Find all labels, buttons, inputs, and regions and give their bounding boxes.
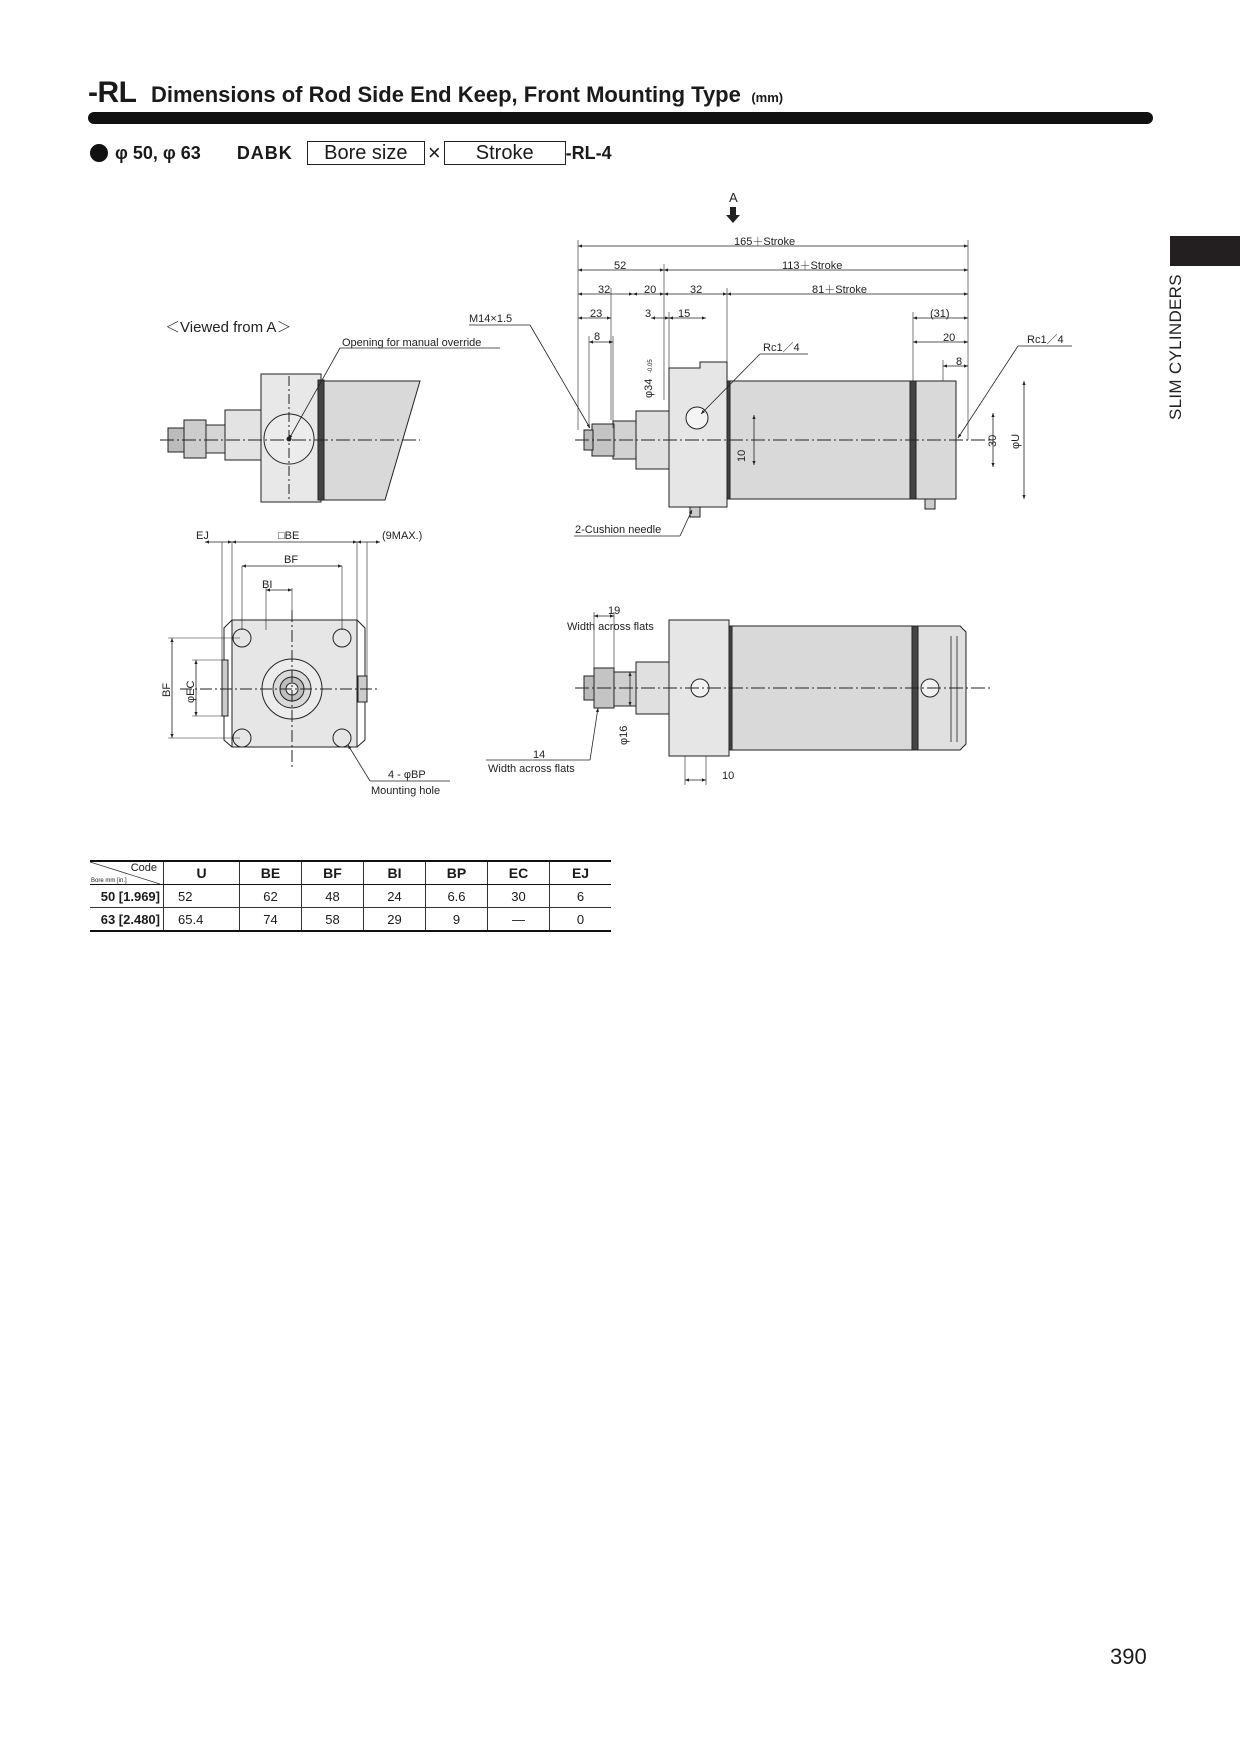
viewed-from-a-label: ＜Viewed from A＞ xyxy=(165,319,292,336)
dim-10-b: 10 xyxy=(722,770,735,782)
dim-52: 52 xyxy=(614,260,627,272)
col-header: EC xyxy=(488,861,550,885)
dim-3: 3 xyxy=(645,308,652,320)
table-cell: 62 xyxy=(240,885,302,908)
row-bore: 50 [1.969] xyxy=(90,885,164,908)
title-text: Dimensions of Rod Side End Keep, Front Mounting Type xyxy=(150,82,741,107)
opening-label: Opening for manual override xyxy=(342,337,482,349)
model-series: DABK xyxy=(236,142,293,163)
col-header: BI xyxy=(364,861,426,885)
arrow-down-icon xyxy=(726,207,740,223)
dim-bf-side: BF xyxy=(161,682,173,697)
top-view xyxy=(575,620,990,756)
table-cell: 58 xyxy=(302,908,364,932)
corner-bore-label: Bore mm [in.] xyxy=(91,878,127,884)
dim-20-a: 20 xyxy=(644,284,657,296)
dimension-table xyxy=(90,860,611,932)
dim-9max: (9MAX.) xyxy=(382,530,423,542)
times-sign: × xyxy=(427,140,441,165)
dim-10-a: 10 xyxy=(736,449,748,462)
corner-code-label: Code xyxy=(130,862,157,874)
side-tab-label: SLIM CYLINDERS xyxy=(1166,274,1185,420)
waf14-label: Width across flats xyxy=(488,763,575,775)
table-cell: 52 xyxy=(164,885,240,908)
table-cell: 29 xyxy=(364,908,426,932)
dim-14: 14 xyxy=(533,749,546,761)
table-cell: 74 xyxy=(240,908,302,932)
dim-15: 15 xyxy=(678,308,691,320)
cushion-needle-label: 2-Cushion needle xyxy=(575,524,662,536)
bore-sizes: φ 50, φ 63 xyxy=(115,142,201,163)
table-cell: 48 xyxy=(302,885,364,908)
title-code: -RL xyxy=(88,76,137,109)
dim-8-b: 8 xyxy=(956,356,963,368)
rc-port-label-2: Rc1／4 xyxy=(1027,334,1064,346)
dim-bi: BI xyxy=(262,579,273,591)
table-cell: 6.6 xyxy=(426,885,488,908)
mounting-hole-label: Mounting hole xyxy=(371,785,441,797)
dim-phi16: φ16 xyxy=(618,725,630,745)
model-suffix: -RL-4 xyxy=(565,142,612,163)
dim-phi34: φ34 xyxy=(643,378,655,398)
dim-8-a: 8 xyxy=(594,331,601,343)
col-header: U xyxy=(164,861,240,885)
table-row xyxy=(90,908,611,932)
table-corner xyxy=(90,861,164,885)
table-cell: — xyxy=(488,908,550,932)
front-view xyxy=(180,610,380,770)
table-cell: 30 xyxy=(488,885,550,908)
title-unit: (mm) xyxy=(751,90,784,105)
col-header: BF xyxy=(302,861,364,885)
dimension-drawing xyxy=(0,0,1240,840)
table-cell: 24 xyxy=(364,885,426,908)
dim-31: (31) xyxy=(930,308,950,320)
dim-113-stroke: 113＋Stroke xyxy=(782,260,843,272)
dim-165-stroke: 165＋Stroke xyxy=(734,236,796,248)
bore-size-box: Bore size xyxy=(307,141,425,165)
mounting-hole-dim: 4 - φBP xyxy=(388,769,426,781)
side-view xyxy=(575,362,990,517)
view-arrow-label: A xyxy=(729,190,738,205)
table-cell: 6 xyxy=(550,885,612,908)
dim-23: 23 xyxy=(590,308,603,320)
stroke-box: Stroke xyxy=(444,141,566,165)
dim-81-stroke: 81＋Stroke xyxy=(812,284,868,296)
dim-ej: EJ xyxy=(196,530,209,542)
dim-30: 30 xyxy=(987,434,999,447)
rc-port-label-1: Rc1／4 xyxy=(763,342,800,354)
dim-phi-ec: φEC xyxy=(185,680,197,703)
col-header: EJ xyxy=(550,861,612,885)
dim-bf-top: BF xyxy=(284,554,299,566)
dim-phi34-tolerance: -0.05 xyxy=(648,359,654,373)
dim-phi-u: φU xyxy=(1010,433,1022,449)
thread-label: M14×1.5 xyxy=(469,313,513,325)
dim-20-b: 20 xyxy=(943,332,956,344)
col-header: BE xyxy=(240,861,302,885)
col-header: BP xyxy=(426,861,488,885)
table-cell: 0 xyxy=(550,908,612,932)
dim-be: □BE xyxy=(278,530,300,542)
table-cell: 65.4 xyxy=(164,908,240,932)
dim-19: 19 xyxy=(608,605,621,617)
page-number: 390 xyxy=(1110,1644,1147,1669)
row-bore: 63 [2.480] xyxy=(90,908,164,932)
table-row xyxy=(90,885,611,908)
waf19-label: Width across flats xyxy=(567,621,654,633)
dim-32-b: 32 xyxy=(690,284,703,296)
dim-32-a: 32 xyxy=(598,284,611,296)
table-cell: 9 xyxy=(426,908,488,932)
